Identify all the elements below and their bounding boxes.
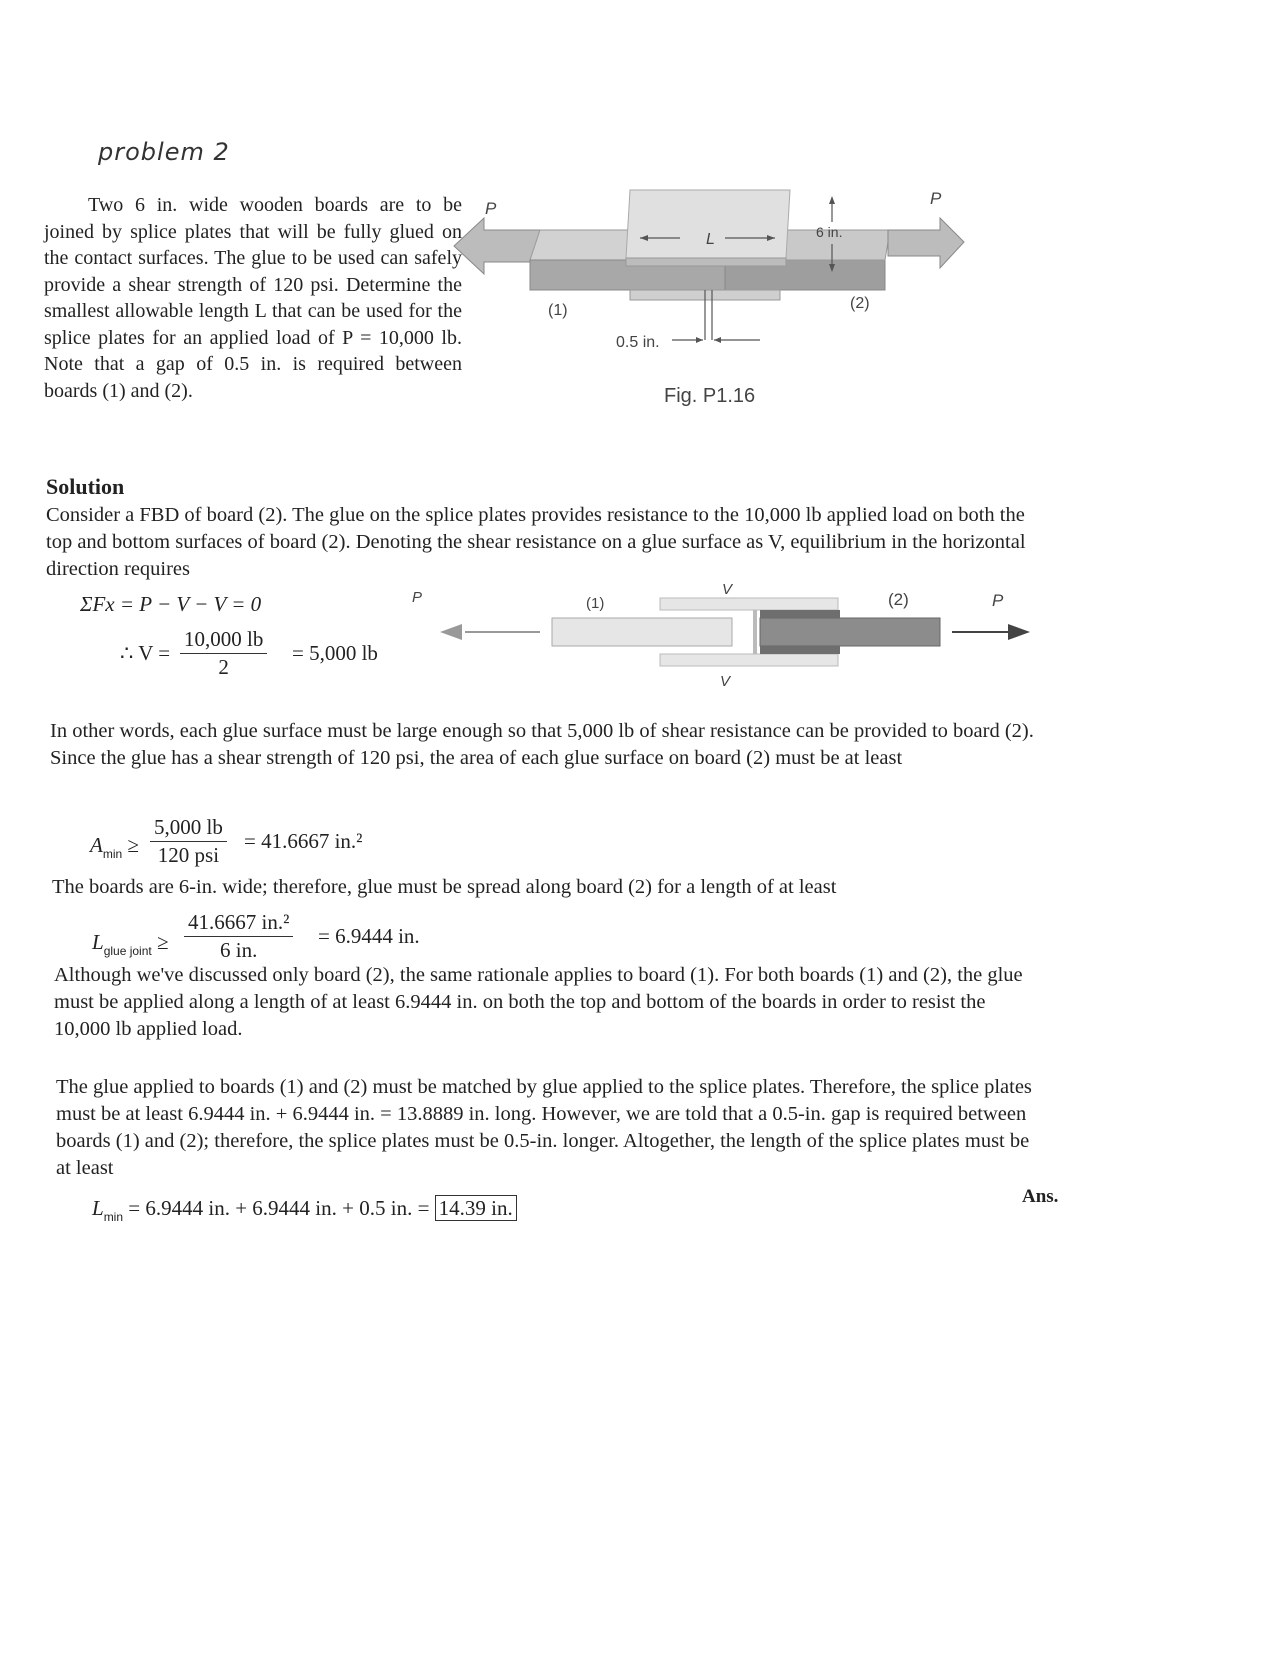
equation-area-result: = 41.6667 in.²: [244, 829, 363, 853]
fig1-caption: Fig. P1.16: [664, 385, 756, 407]
fig1-load-left: P: [485, 199, 497, 218]
fbd-load-right: P: [992, 591, 1004, 610]
fbd-shear-top: [760, 610, 840, 618]
solution-paragraph-4: Although we've discussed only board (2), the same rationale applies to board (1). For both boards (1) and (2), the glue must be applied along a length of at least 6.9444 in. on both the top and bottom of the boards in order to resist the 10,000 lb applied load.: [54, 964, 1023, 1040]
splice-figure: [440, 180, 1040, 430]
solution-paragraph-5: The glue applied to boards (1) and (2) must be matched by glue applied to the splice plates. Therefore, the splice plates must be at least 6.9444 in. + 6.9444 in. = 13.8889 in. long. However, we are told that a 0.5-in. gap is required between boards (1) and (2); therefore, the splice plates must be 0.5-in. longer. Altogether, the length of the splice plates must be at least: [56, 1076, 1032, 1179]
fbd-board1-label: (1): [586, 595, 605, 612]
equation-length-numerator: 41.6667 in.²: [184, 910, 293, 937]
fig1-width-label: 6 in.: [816, 224, 843, 240]
equation-area-sub: min: [102, 847, 123, 861]
right-load-arrow: [888, 218, 964, 268]
equation-length-var: L: [92, 930, 104, 954]
answer-label: Ans.: [1022, 1186, 1059, 1207]
fig1-board2-label: (2): [850, 295, 870, 312]
fbd-top-plate: [660, 598, 838, 610]
fig1-load-right: P: [930, 189, 942, 208]
fbd-shear-bottom: [760, 646, 840, 654]
fig1-board1-label: (1): [548, 302, 568, 319]
equation-area-numerator: 5,000 lb: [150, 815, 227, 842]
solution-heading: Solution: [46, 474, 125, 499]
fbd-board-1: [552, 618, 732, 646]
solution-paragraph-1: Consider a FBD of board (2). The glue on the splice plates provides resistance to the 10,000 lb applied load on both the top and bottom surfaces of board (2). Denoting the shear resistance on a glue surface as V, equilibrium in the horizontal direction requires: [46, 504, 1026, 580]
fbd-figure: [412, 580, 1040, 690]
fbd-bottom-plate: [660, 654, 838, 666]
equation-length-lhs: [92, 930, 169, 958]
equation-area-lhs: [90, 833, 139, 861]
equation-v-fraction: [180, 627, 267, 680]
equation-area-denominator: 120 psi: [157, 843, 220, 867]
handwritten-title: problem 2: [98, 138, 230, 166]
fbd-board-2: [760, 618, 940, 646]
equation-final-var: L: [92, 1196, 104, 1220]
equation-v-numerator: 10,000 lb: [180, 627, 267, 654]
fig1-gap-label: 0.5 in.: [616, 334, 660, 351]
solution-paragraph-2: In other words, each glue surface must be large enough so that 5,000 lb of shear resistance can be provided to board (2). Since the glue has a shear strength of 120 psi, the area of each glue surface on board (2) must be at least: [50, 720, 1034, 769]
equation-area-rel: ≥: [127, 833, 139, 857]
equation-v-prefix: ∴ V =: [120, 641, 171, 665]
equation-final-sub: min: [103, 1210, 124, 1224]
equation-equilibrium: ΣFx = P − V − V = 0: [80, 592, 262, 616]
final-answer-box: 14.39 in.: [435, 1195, 517, 1221]
fig1-length-label: L: [706, 231, 715, 248]
problem-statement: Two 6 in. wide wooden boards are to be joined by splice plates that will be fully glued on the contact surfaces. The glue to be used can safely provide a shear strength of 120 psi. Determine the smallest allowable length L that can be used for the splice plates for an applied load of P = 10,000 lb. Note that a gap of 0.5 in. is required between boards (1) and (2).: [44, 194, 462, 402]
left-load-arrow: [454, 218, 540, 274]
equation-length-fraction: [184, 910, 293, 963]
equation-length-rel: ≥: [156, 930, 169, 954]
equation-length-sub: glue joint: [103, 944, 152, 958]
equation-area-var: A: [90, 833, 103, 857]
equation-v-result: = 5,000 lb: [292, 641, 378, 665]
equation-v-denominator: 2: [218, 655, 229, 679]
equation-final: [92, 1196, 517, 1224]
fbd-shear-top-label: V: [722, 581, 733, 598]
equation-area-fraction: [150, 815, 227, 868]
fbd-shear-bottom-label: V: [720, 673, 731, 690]
fbd-load-left: P: [412, 589, 423, 606]
equation-length-result: = 6.9444 in.: [318, 924, 420, 948]
solution-paragraph-3: The boards are 6-in. wide; therefore, glue must be spread along board (2) for a length of at least: [52, 876, 837, 898]
fbd-board2-label: (2): [888, 590, 909, 609]
equation-final-expr: = 6.9444 in. + 6.9444 in. + 0.5 in. =: [128, 1196, 430, 1220]
equation-length-denominator: 6 in.: [220, 938, 258, 962]
